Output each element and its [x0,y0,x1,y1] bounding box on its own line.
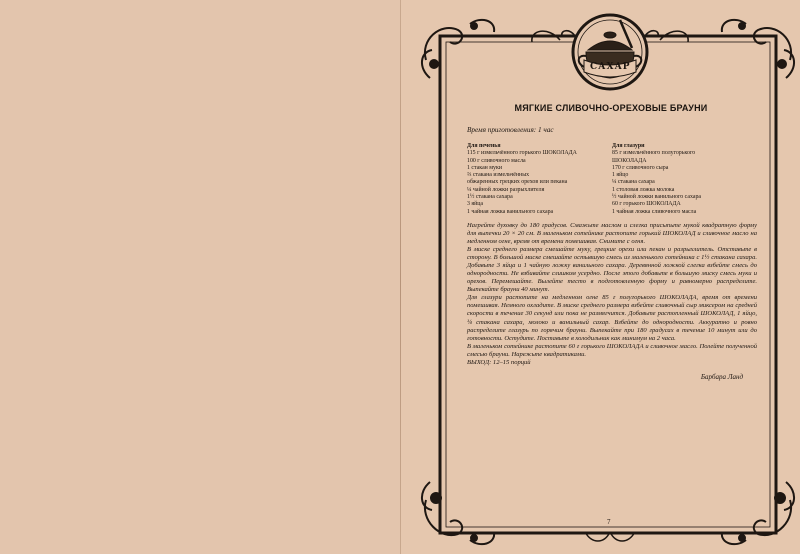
ingredient-line: ¼ стакана сахара [612,179,655,186]
ingredient-line: 3 яйца [467,201,484,208]
recipe-steps [467,222,757,367]
page-number: 7 [607,518,611,526]
ingredient-line: ⅔ стакана измельчённых [467,172,530,179]
ingredient-line: 1 чайная ложка ванильного сахара [467,208,554,215]
ingredient-line: 115 г измельчённого горького ШОКОЛАДА [467,150,577,157]
ingredients-glaze [612,143,757,216]
step-paragraph: Нагрейте духовку до 180 градусов. Смажьте маслом и слегка присыпьте мукой квадратную форму для выпечки 20 × 20 см. В маленьком сотейнике растопите горький ШОКОЛАД и сливочное масло на медленном огне, время от времени помешивая. Снимите с огня. [467,221,757,246]
step-paragraph: В миске среднего размера смешайте муку, грецкие орехи или пекан и разрыхлитель. Отставьте в сторону. В большой миске смешайте остывшую смесь из маленького сотейника с 1½ стакана сахара. Добавьте 3 яйца и 1 чайную ложку ванильного сахара. Деревянной ложкой слегка взбейте смесь до однородности. Не взбивайте слишком усердно. После этого добавьте в большую миску смесь муки и орехов. Перемешайте. Вылейте тесто в подготовленную форму и равномерно распределите. Выпекайте брауни 40 минут. [467,246,757,294]
ingredient-line: 100 г сливочного масла [467,157,526,164]
ingredient-line: 1 яйцо [612,172,629,179]
ingredient-line: 1½ стакана сахара [467,194,513,201]
corner-scroll-bottom-right [722,482,794,544]
ingredient-line: 1 чайная ложка сливочного масла [612,208,697,215]
cookies-heading: Для печенья [467,143,501,149]
ingredient-line: 170 г сливочного сыра [612,164,669,171]
yield-line: ВЫХОД: 12–15 порций [467,358,531,366]
ingredient-line: 60 г горького ШОКОЛАДА [612,201,681,208]
sugar-badge [573,15,647,89]
step-paragraph: Для глазури растопите на медленном огне 85 г полугорького ШОКОЛАДА, время от времени помешивая. Немного охладите. В миске среднего размера взбейте сливочный сыр миксером на средней скорости в течение 30 секунд или пока не размягчится. Добавьте растопленный ШОКОЛАД, 1 яйцо, ¼ стакана сахара, молоко и ванильный сахар. Взбейте до однородности. Аккуратно и ровно распределите глазурь по горячим брауни. Выпекайте при 180 градусах в течение 10 минут или до готовности. Остудите. Поставьте в холодильник как минимум на 2 часа. [467,294,757,342]
badge-label: САХАР [590,62,631,72]
ingredients [467,143,757,216]
glaze-heading: Для глазури [612,143,645,149]
recipe-title: МЯГКИЕ СЛИВОЧНО-ОРЕХОВЫЕ БРАУНИ [514,103,708,113]
ingredient-line: ½ чайной ложки ванильного сахара [612,194,702,201]
corner-scroll-top-left [422,20,494,78]
corner-scroll-top-right [722,20,794,78]
corner-scroll-bottom-left [422,482,494,544]
ingredient-line: ШОКОЛАДА [612,157,647,164]
ingredient-line: 1 стакан муки [467,164,502,171]
recipe-content [467,95,757,381]
ingredient-line: обжаренных грецких орехов или пекана [467,179,568,186]
ingredient-line: ¼ чайной ложки разрыхлителя [467,186,545,193]
prep-time: Время приготовления: 1 час [467,126,554,134]
ingredient-line: 85 г измельчённого полугорького [612,150,696,157]
step-paragraph: В маленьком сотейнике растопите 60 г горького ШОКОЛАДА и сливочное масло. Полейте полученной смесью брауни. Нарежьте квадратиками. [467,342,757,358]
recipe-author: Барбара Ланд [700,372,743,381]
ingredients-cookies [467,143,612,216]
ingredient-line: 1 столовая ложка молока [612,186,675,193]
